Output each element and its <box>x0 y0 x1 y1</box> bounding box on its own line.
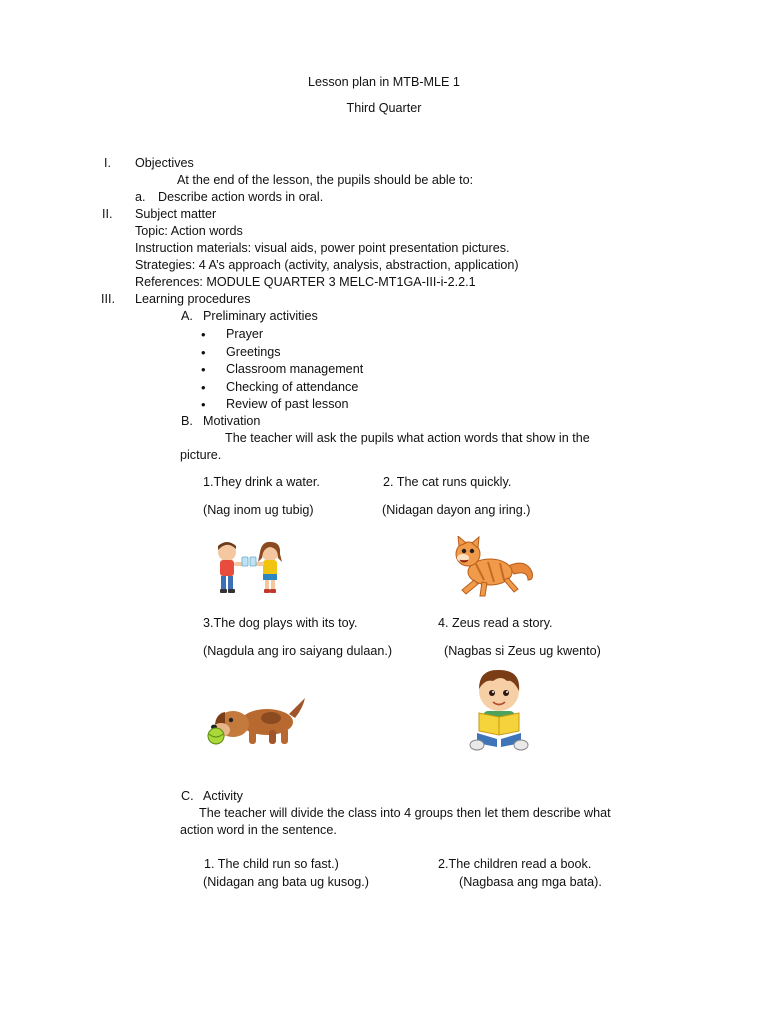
section-numeral-learning-procedures: III. <box>101 292 115 306</box>
page-subtitle: Third Quarter <box>346 101 422 115</box>
list-item: • Prayer <box>226 327 263 342</box>
subject-strategies: Strategies: 4 A’s approach (activity, analysis, abstraction, application) <box>135 258 519 272</box>
example-3-cebuano: (Nagdula ang iro saiyang dulaan.) <box>203 644 393 658</box>
subject-matter-heading: Subject matter <box>135 207 217 221</box>
activity-item-1-cebuano: (Nidagan ang bata ug kusog.) <box>203 875 369 889</box>
activity-heading: Activity <box>203 789 243 803</box>
activity-text-cont: action word in the sentence. <box>180 823 337 837</box>
example-2-cebuano: (Nidagan dayon ang iring.) <box>382 503 531 517</box>
dog-playing-icon <box>205 696 311 748</box>
children-drinking-icon <box>208 540 290 596</box>
section-numeral-objectives: I. <box>104 156 111 170</box>
list-item: • Classroom management <box>226 362 363 377</box>
objectives-heading: Objectives <box>135 156 194 170</box>
subject-references: References: MODULE QUARTER 3 MELC-MT1GA-III-i-2.2.1 <box>135 275 476 289</box>
list-item: • Checking of attendance <box>226 380 358 395</box>
motivation-text-cont: picture. <box>180 448 222 462</box>
example-3-english: 3.The dog plays with its toy. <box>203 616 358 630</box>
boy-reading-icon <box>467 667 531 753</box>
example-2-english: 2. The cat runs quickly. <box>383 475 512 489</box>
objectives-intro: At the end of the lesson, the pupils should be able to: <box>177 173 474 187</box>
page-title: Lesson plan in MTB-MLE 1 <box>308 75 460 89</box>
learning-procedures-heading: Learning procedures <box>135 292 251 306</box>
activity-marker: C. <box>181 789 194 803</box>
subject-materials: Instruction materials: visual aids, power point presentation pictures. <box>135 241 510 255</box>
activity-text: The teacher will divide the class into 4 groups then let them describe what <box>199 806 611 820</box>
section-numeral-subject-matter: II. <box>102 207 113 221</box>
list-item: • Review of past lesson <box>226 397 349 412</box>
list-item: • Greetings <box>226 345 281 360</box>
example-1-english: 1.They drink a water. <box>203 475 320 489</box>
objective-item: Describe action words in oral. <box>158 190 324 204</box>
preliminary-heading: Preliminary activities <box>203 309 318 323</box>
motivation-marker: B. <box>181 414 193 428</box>
running-cat-icon <box>448 536 536 600</box>
example-4-english: 4. Zeus read a story. <box>438 616 553 630</box>
objective-marker: a. <box>135 190 146 204</box>
motivation-text: The teacher will ask the pupils what action words that show in the <box>225 431 590 445</box>
activity-item-2-english: 2.The children read a book. <box>438 857 592 871</box>
motivation-heading: Motivation <box>203 414 261 428</box>
example-4-cebuano: (Nagbas si Zeus ug kwento) <box>444 644 601 658</box>
activity-item-1-english: 1. The child run so fast.) <box>204 857 339 871</box>
activity-item-2-cebuano: (Nagbasa ang mga bata). <box>459 875 602 889</box>
preliminary-marker: A. <box>181 309 193 323</box>
example-1-cebuano: (Nag inom ug tubig) <box>203 503 314 517</box>
subject-topic: Topic: Action words <box>135 224 243 238</box>
